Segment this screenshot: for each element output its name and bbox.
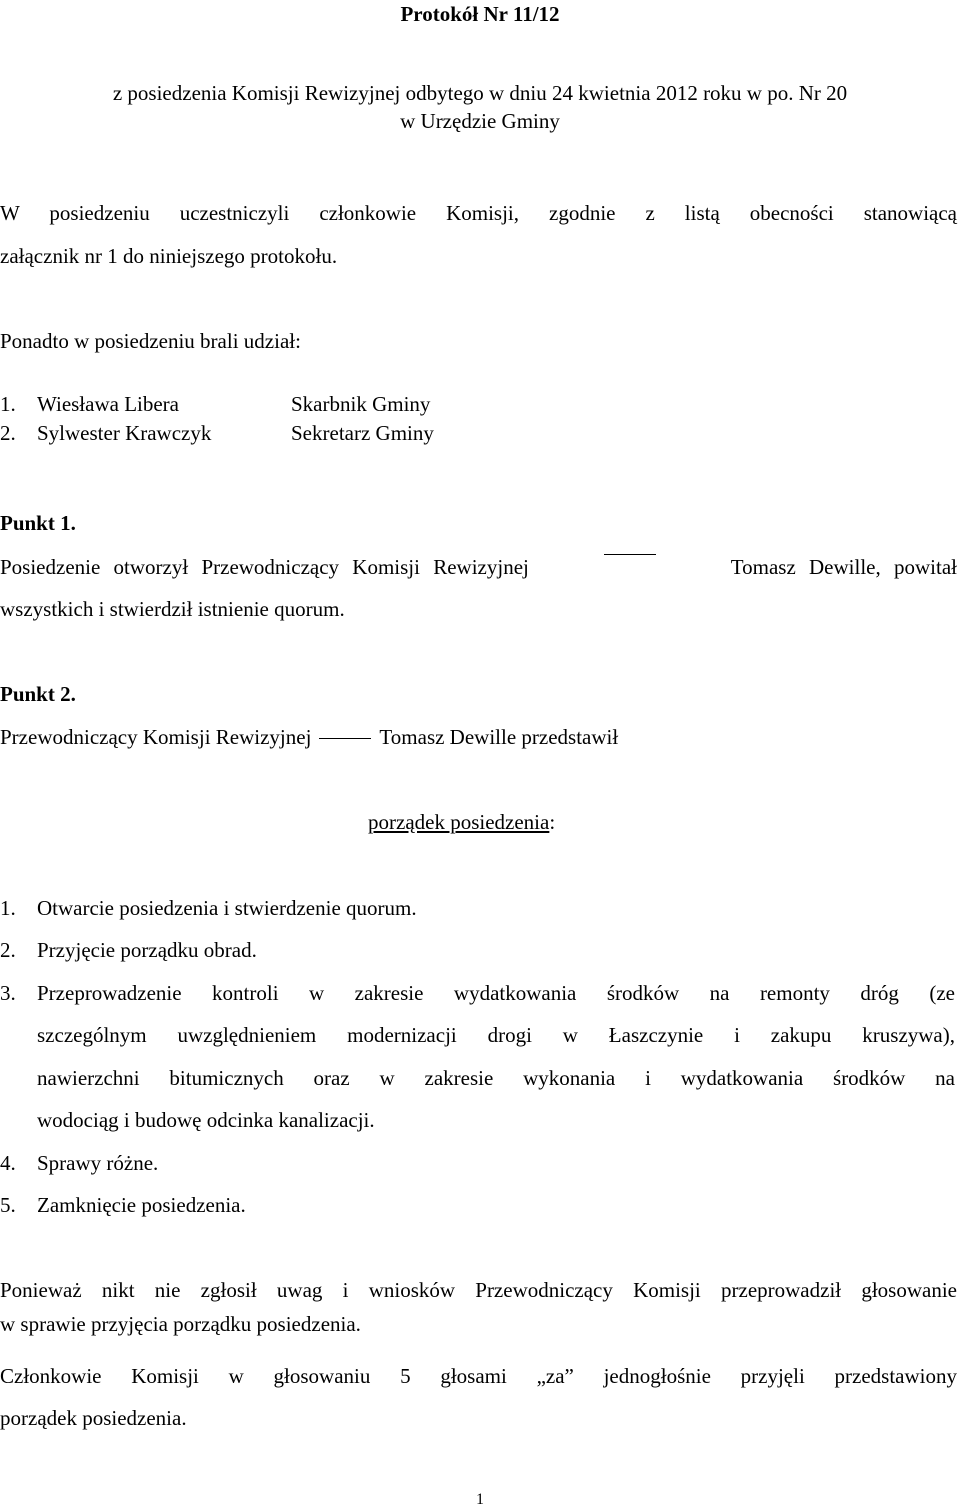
attendee-role: Skarbnik Gminy [291, 392, 431, 416]
agenda-item-line: szczególnym uwzględnieniem modernizacji drogi w Łaszczynie i zakupu kruszywa), [37, 1023, 955, 1047]
em-dash [319, 738, 371, 739]
punkt-1-text-a: Posiedzenie otworzył Przewodniczący Komisji Rewizyjnej [0, 555, 529, 579]
punkt-2-text-a: Przewodniczący Komisji Rewizyjnej [0, 725, 312, 749]
agenda-item-number: 5. [0, 1193, 16, 1217]
agenda-item: Zamknięcie posiedzenia. [37, 1193, 246, 1217]
punkt-1-text-b: Tomasz Dewille, powitał [730, 555, 957, 579]
agenda-item: Sprawy różne. [37, 1151, 159, 1175]
punkt-2-heading: Punkt 2. [0, 682, 76, 706]
attendee-role: Sekretarz Gminy [291, 421, 434, 445]
agenda-item: Przyjęcie porządku obrad. [37, 938, 257, 962]
agenda-heading [368, 810, 555, 835]
attendee-name: Sylwester Krawczyk [37, 421, 212, 445]
agenda-item: Otwarcie posiedzenia i stwierdzenie quorum. [37, 896, 417, 920]
subtitle-line-2: w Urzędzie Gminy [400, 109, 560, 133]
agenda-item-number: 2. [0, 938, 16, 962]
document-title: Protokół Nr 11/12 [400, 2, 560, 26]
punkt-1-line-1 [0, 555, 957, 580]
subtitle-line-1: z posiedzenia Komisji Rewizyjnej odbytego w dniu 24 kwietnia 2012 roku w po. Nr 20 [112, 81, 848, 105]
agenda-item-line: nawierzchni bitumicznych oraz w zakresie wykonania i wydatkowania środków na [37, 1066, 955, 1090]
agenda-heading-colon: : [549, 810, 556, 834]
attendee-number: 1. [0, 392, 16, 416]
agenda-item-number: 3. [0, 981, 16, 1005]
vote-paragraph-1-line-2: w sprawie przyjęcia porządku posiedzenia. [0, 1312, 361, 1336]
agenda-item-line: Przeprowadzenie kontroli w zakresie wydatkowania środków na remonty dróg (ze [37, 981, 955, 1005]
intro-line-2: załącznik nr 1 do niniejszego protokołu. [0, 244, 338, 268]
punkt-1-heading: Punkt 1. [0, 511, 76, 535]
vote-paragraph-1-line-1: Ponieważ nikt nie zgłosił uwag i wniosków Przewodniczący Komisji przeprowadził głosowanie [0, 1278, 957, 1302]
attendee-name: Wiesława Libera [37, 392, 179, 416]
attendee-number: 2. [0, 421, 16, 445]
agenda-item-line: wodociąg i budowę odcinka kanalizacji. [37, 1108, 375, 1132]
agenda-item-number: 1. [0, 896, 16, 920]
also-present-label: Ponadto w posiedzeniu brali udział: [0, 329, 301, 353]
vote-paragraph-2-line-1: Członkowie Komisji w głosowaniu 5 głosami „za” jednogłośnie przyjęli przedstawiony [0, 1364, 957, 1388]
punkt-2-text-b: Tomasz Dewille przedstawił [379, 725, 619, 749]
agenda-item-number: 4. [0, 1151, 16, 1175]
page-number: 1 [476, 1491, 484, 1508]
vote-paragraph-2-line-2: porządek posiedzenia. [0, 1406, 187, 1430]
intro-line-1: W posiedzeniu uczestniczyli członkowie Komisji, zgodnie z listą obecności stanowiącą [0, 201, 957, 225]
em-dash [604, 554, 656, 579]
punkt-1-line-2: wszystkich i stwierdził istnienie quorum. [0, 597, 345, 621]
agenda-heading-text: porządek posiedzenia [368, 810, 550, 834]
punkt-2-line [0, 725, 618, 750]
